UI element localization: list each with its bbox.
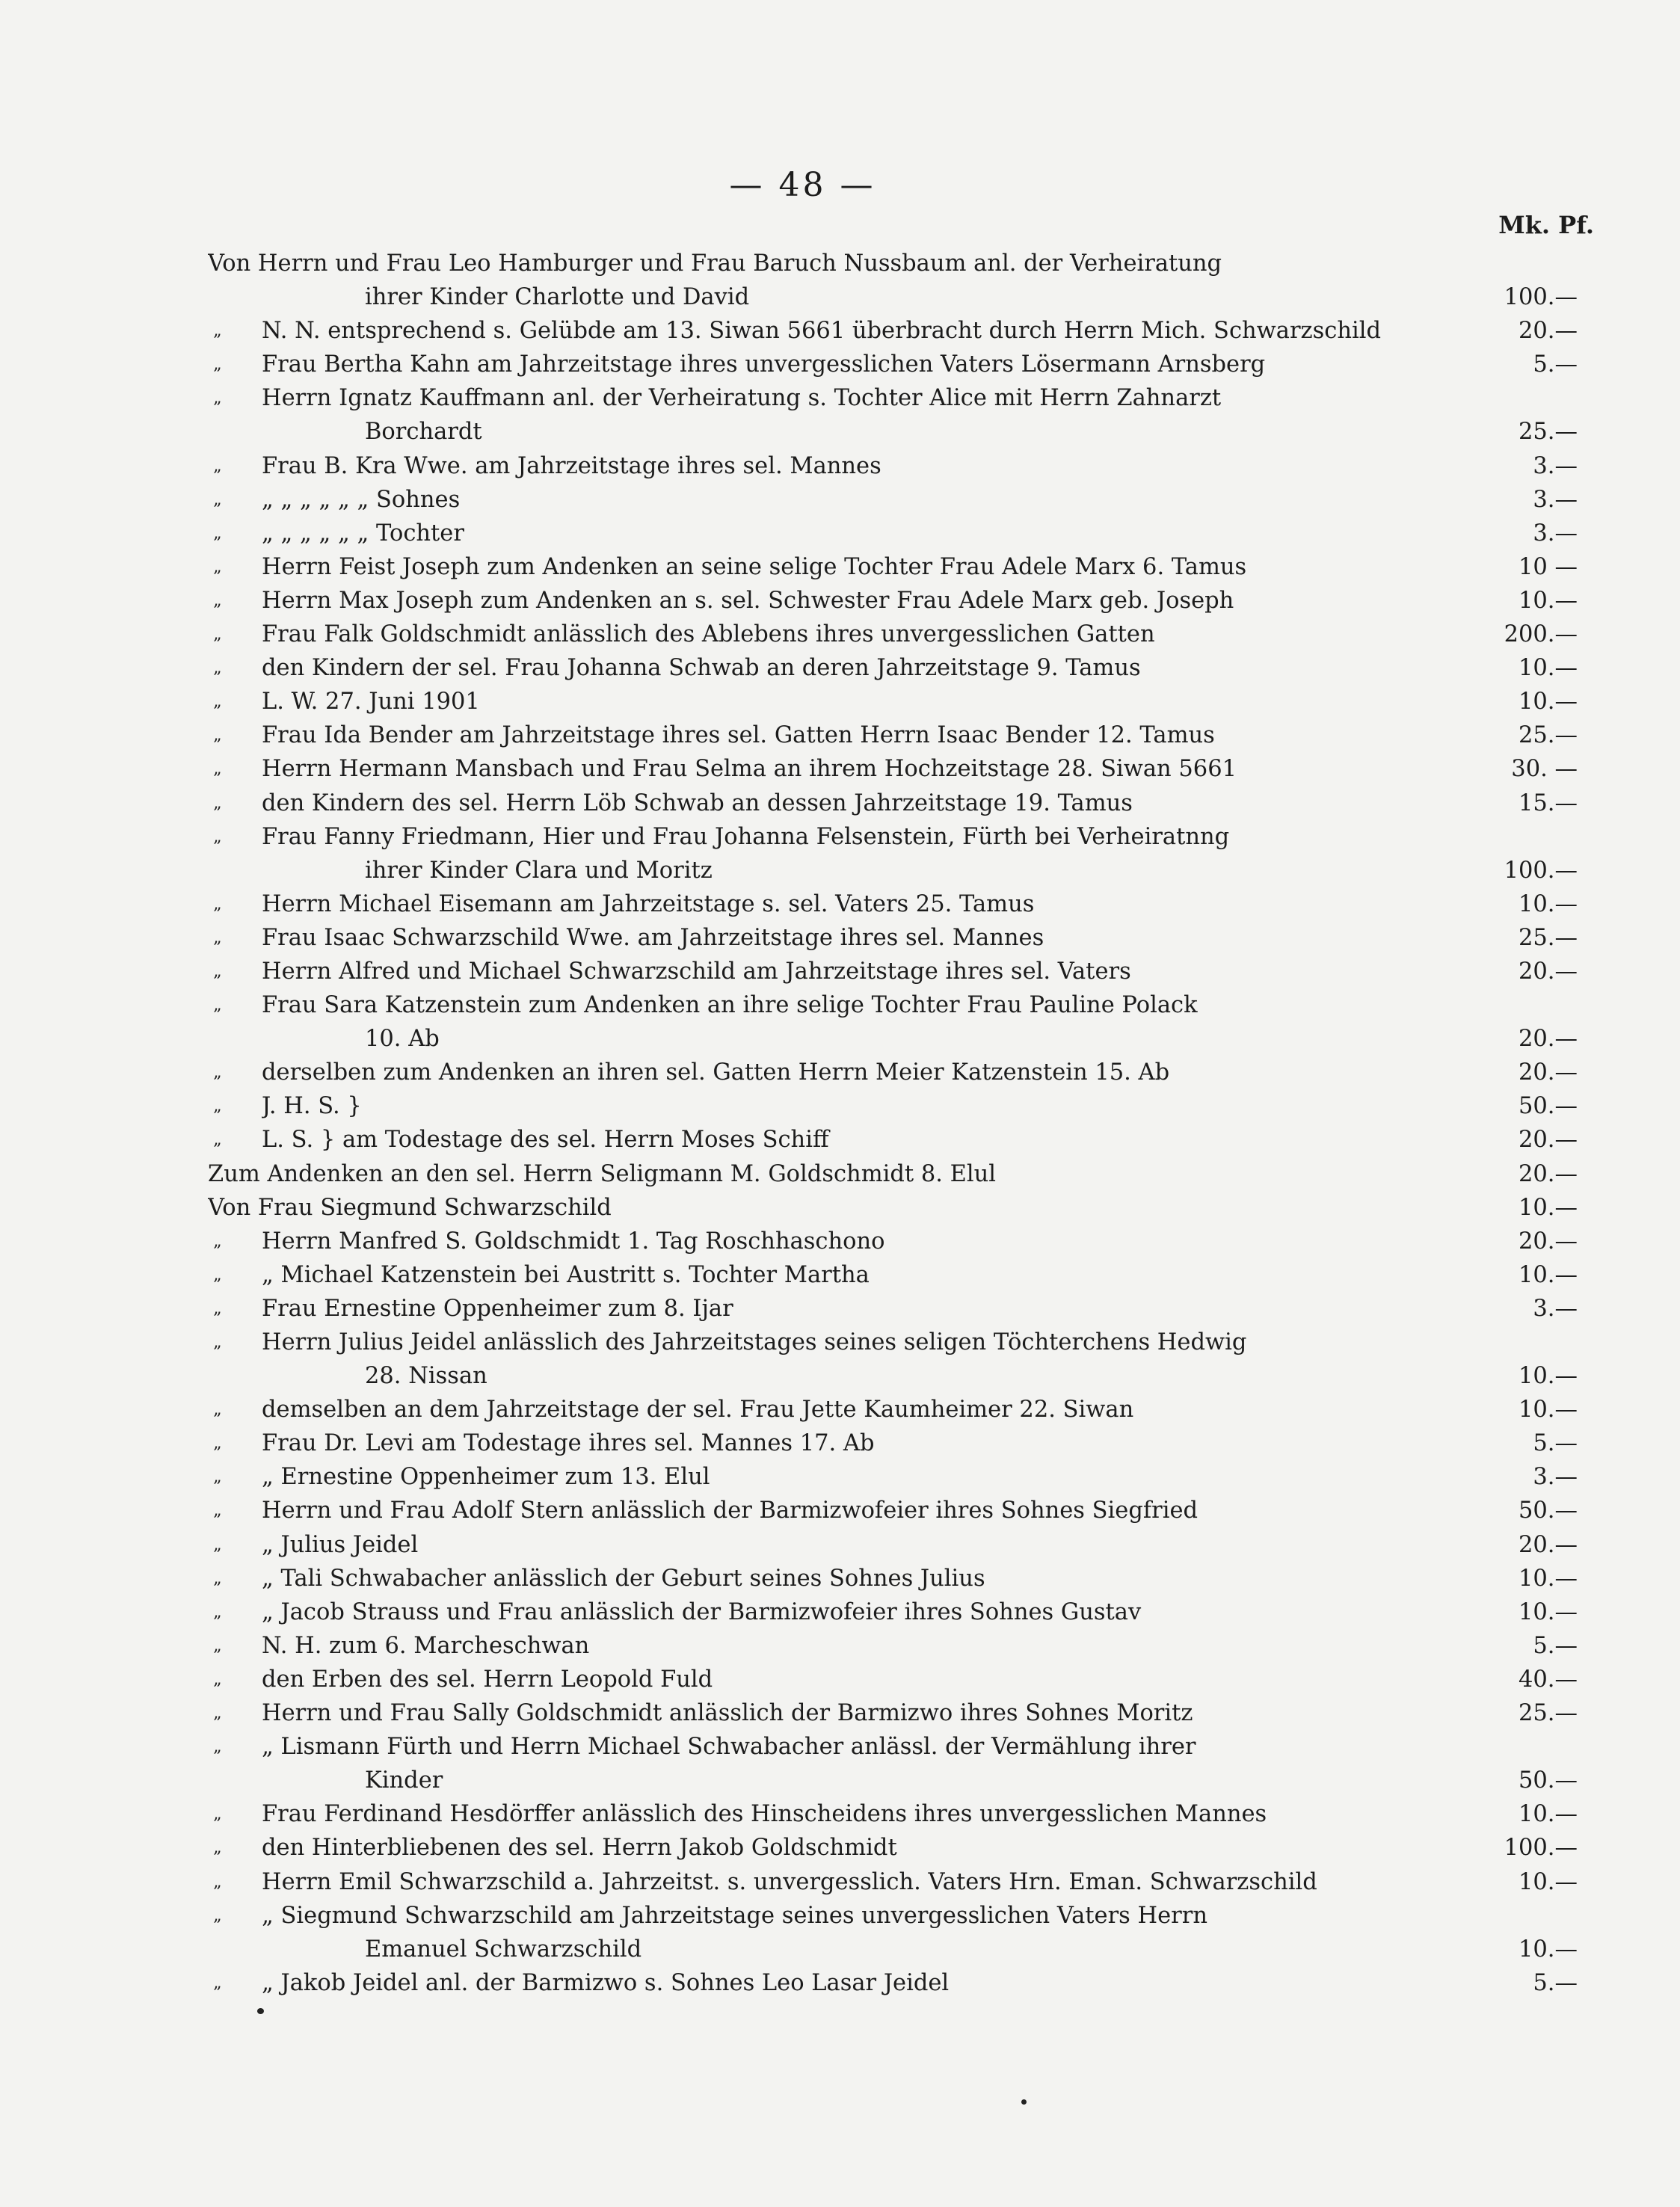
entry-line — [0, 483, 1680, 517]
entry-amount: 40.— — [1518, 1666, 1578, 1693]
donation-entry — [0, 988, 1680, 1056]
entry-line — [0, 1292, 1680, 1326]
donation-entry — [0, 887, 1680, 921]
entry-text: „ Jakob Jeidel anl. der Barmizwo s. Sohnes Leo Lasar Jeidel — [262, 1969, 950, 1996]
entry-amount: 100.— — [1504, 284, 1578, 311]
donation-entry — [0, 1460, 1680, 1494]
entry-text: N. N. entsprechend s. Gelübde am 13. Siwan 5661 überbracht durch Herrn Mich. Schwarzschild — [262, 318, 1382, 345]
donation-entry — [0, 449, 1680, 483]
entry-text: Von Frau Siegmund Schwarzschild — [208, 1194, 612, 1221]
entry-line — [0, 381, 1680, 415]
entry-amount: 20.— — [1518, 958, 1578, 985]
donation-entry — [0, 348, 1680, 381]
donation-entry — [0, 517, 1680, 550]
donation-entry — [0, 921, 1680, 955]
entry-amount: 3.— — [1533, 486, 1578, 513]
entry-text: „ Michael Katzenstein bei Austritt s. Tochter Martha — [262, 1261, 870, 1288]
ditto-mark: „ — [213, 659, 222, 678]
entry-amount: 25.— — [1518, 722, 1578, 749]
entry-amount: 10.— — [1518, 655, 1578, 682]
entry-text: den Erben des sel. Herrn Leopold Fuld — [262, 1666, 713, 1693]
ditto-mark: „ — [213, 1669, 222, 1689]
entry-line — [0, 1562, 1680, 1595]
entry-line — [0, 1460, 1680, 1494]
entry-line — [0, 854, 1680, 887]
entry-text: Herrn Ignatz Kauffmann anl. der Verheiratung s. Tochter Alice mit Herrn Zahnarzt — [262, 385, 1222, 412]
ditto-mark: „ — [213, 1434, 222, 1453]
entry-line — [0, 449, 1680, 483]
donation-entry — [0, 618, 1680, 651]
entry-line — [0, 517, 1680, 550]
entry-text: den Hinterbliebenen des sel. Herrn Jakob Goldschmidt — [262, 1835, 897, 1862]
entry-amount: 10.— — [1518, 1194, 1578, 1221]
entry-line — [0, 1056, 1680, 1089]
donation-entry — [0, 314, 1680, 348]
donation-entry — [0, 1191, 1680, 1225]
ditto-mark: „ — [213, 591, 222, 610]
entry-line — [0, 1157, 1680, 1191]
donation-entry — [0, 752, 1680, 786]
entry-text: Frau Isaac Schwarzschild Wwe. am Jahrzeitstage ihres sel. Mannes — [262, 924, 1044, 951]
entry-amount: 10.— — [1518, 587, 1578, 614]
entry-amount: 15.— — [1518, 789, 1578, 816]
entry-text: Herrn Manfred S. Goldschmidt 1. Tag Roschhaschono — [262, 1228, 885, 1255]
entry-line — [0, 1123, 1680, 1157]
entry-line — [0, 1865, 1680, 1899]
ditto-mark: „ — [213, 996, 222, 1015]
ditto-mark: „ — [213, 1265, 222, 1284]
donation-entry — [0, 550, 1680, 584]
ditto-mark: „ — [213, 1906, 222, 1925]
entry-line — [0, 887, 1680, 921]
ditto-mark: „ — [213, 1602, 222, 1622]
ink-spot — [1021, 2099, 1027, 2105]
entry-text: Herrn Emil Schwarzschild a. Jahrzeitst. s. unvergesslich. Vaters Hrn. Eman. Schwarzschild — [262, 1868, 1317, 1895]
ditto-mark: „ — [213, 1973, 222, 1992]
donation-list — [0, 247, 1680, 2000]
page-number: — 48 — — [729, 166, 876, 204]
entry-line — [0, 1933, 1680, 1966]
entry-line — [0, 618, 1680, 651]
entry-line — [0, 1730, 1680, 1764]
donation-entry — [0, 1528, 1680, 1562]
donation-entry — [0, 381, 1680, 449]
donation-entry — [0, 1258, 1680, 1292]
entry-amount: 20.— — [1518, 1531, 1578, 1558]
entry-text: Emanuel Schwarzschild — [365, 1936, 642, 1963]
donation-entry — [0, 1696, 1680, 1730]
entry-line — [0, 1426, 1680, 1460]
donation-entry — [0, 1663, 1680, 1696]
entry-amount: 20.— — [1518, 318, 1578, 345]
donation-entry — [0, 1966, 1680, 2000]
entry-amount: 20.— — [1518, 1160, 1578, 1187]
donation-entry — [0, 1326, 1680, 1393]
entry-line — [0, 685, 1680, 718]
entry-line — [0, 1966, 1680, 2000]
entry-text: ihrer Kinder Charlotte und David — [365, 284, 750, 311]
donation-entry — [0, 1865, 1680, 1899]
entry-amount: 10.— — [1518, 1565, 1578, 1592]
entry-text: „ Siegmund Schwarzschild am Jahrzeitstage seines unvergesslichen Vaters Herrn — [262, 1902, 1207, 1929]
entry-text: „ Jacob Strauss und Frau anlässlich der Barmizwofeier ihres Sohnes Gustav — [262, 1598, 1142, 1625]
entry-text: Herrn und Frau Adolf Stern anlässlich der Barmizwofeier ihres Sohnes Siegfried — [262, 1498, 1199, 1524]
entry-line — [0, 584, 1680, 618]
entry-amount: 50.— — [1518, 1767, 1578, 1794]
entry-line — [0, 1089, 1680, 1123]
entry-text: Frau Bertha Kahn am Jahrzeitstage ihres unvergesslichen Vaters Lösermann Arnsberg — [262, 351, 1266, 378]
entry-line — [0, 651, 1680, 685]
entry-line — [0, 1629, 1680, 1663]
entry-line — [0, 1393, 1680, 1426]
entry-line — [0, 247, 1680, 280]
entry-line — [0, 348, 1680, 381]
ditto-mark: „ — [213, 523, 222, 543]
entry-text: demselben an dem Jahrzeitstage der sel. Frau Jette Kaumheimer 22. Siwan — [262, 1397, 1134, 1423]
donation-entry — [0, 1225, 1680, 1258]
donation-entry — [0, 1123, 1680, 1157]
ditto-mark: „ — [213, 1231, 222, 1251]
entry-line — [0, 1191, 1680, 1225]
entry-amount: 10.— — [1518, 1397, 1578, 1423]
donation-entry — [0, 955, 1680, 988]
entry-line — [0, 1831, 1680, 1865]
donation-entry — [0, 584, 1680, 618]
entry-line — [0, 1258, 1680, 1292]
entry-amount: 5.— — [1533, 351, 1578, 378]
ditto-mark: „ — [213, 1097, 222, 1116]
donation-entry — [0, 820, 1680, 887]
ditto-mark: „ — [213, 1468, 222, 1487]
donation-entry — [0, 1056, 1680, 1089]
entry-text: N. H. zum 6. Marcheschwan — [262, 1632, 590, 1659]
donation-entry — [0, 247, 1680, 314]
donation-entry — [0, 1089, 1680, 1123]
entry-text: Borchardt — [365, 419, 482, 446]
entry-text: Herrn Michael Eisemann am Jahrzeitstage s. sel. Vaters 25. Tamus — [262, 890, 1035, 917]
ditto-mark: „ — [213, 1737, 222, 1757]
ditto-mark: „ — [213, 1535, 222, 1554]
entry-amount: 5.— — [1533, 1969, 1578, 1996]
ditto-mark: „ — [213, 1130, 222, 1150]
ditto-mark: „ — [213, 1872, 222, 1892]
entry-text: 28. Nissan — [365, 1363, 487, 1390]
entry-line — [0, 1494, 1680, 1527]
ditto-mark: „ — [213, 1636, 222, 1655]
entry-text: Frau Fanny Friedmann, Hier und Frau Johanna Felsenstein, Fürth bei Verheiratnng — [262, 823, 1230, 850]
entry-text: L. S. } am Todestage des sel. Herrn Moses Schiff — [262, 1127, 829, 1154]
donation-entry — [0, 483, 1680, 517]
entry-text: Frau Falk Goldschmidt anlässlich des Ablebens ihres unvergesslichen Gatten — [262, 621, 1155, 648]
donation-entry — [0, 1562, 1680, 1595]
entry-amount: 3.— — [1533, 520, 1578, 547]
entry-amount: 30. — — [1511, 756, 1578, 783]
ditto-mark: „ — [213, 1299, 222, 1318]
entry-amount: 20.— — [1518, 1059, 1578, 1086]
donation-entry — [0, 1831, 1680, 1865]
entry-amount: 10 — — [1518, 553, 1578, 580]
ditto-mark: „ — [213, 557, 222, 576]
entry-text: „ Julius Jeidel — [262, 1531, 419, 1558]
entry-line — [0, 1764, 1680, 1797]
entry-text: derselben zum Andenken an ihren sel. Gatten Herrn Meier Katzenstein 15. Ab — [262, 1059, 1170, 1086]
entry-text: Frau Ernestine Oppenheimer zum 8. Ijar — [262, 1295, 733, 1322]
entry-text: „ Ernestine Oppenheimer zum 13. Elul — [262, 1464, 710, 1491]
entry-line — [0, 1595, 1680, 1629]
entry-line — [0, 820, 1680, 854]
entry-line — [0, 787, 1680, 820]
entry-text: den Kindern der sel. Frau Johanna Schwab an deren Jahrzeitstage 9. Tamus — [262, 655, 1141, 682]
entry-text: Herrn und Frau Sally Goldschmidt anlässlich der Barmizwo ihres Sohnes Moritz — [262, 1700, 1193, 1727]
ditto-mark: „ — [213, 321, 222, 341]
entry-amount: 100.— — [1504, 857, 1578, 884]
entry-text: L. W. 27. Juni 1901 — [262, 689, 480, 715]
ditto-mark: „ — [213, 692, 222, 712]
entry-line — [0, 550, 1680, 584]
entry-line — [0, 1359, 1680, 1393]
ditto-mark: „ — [213, 827, 222, 846]
ditto-mark: „ — [213, 1333, 222, 1352]
entry-text: den Kindern des sel. Herrn Löb Schwab an dessen Jahrzeitstage 19. Tamus — [262, 789, 1133, 816]
entry-line — [0, 1696, 1680, 1730]
donation-entry — [0, 1730, 1680, 1797]
donation-entry — [0, 787, 1680, 820]
entry-text: J. H. S. } — [262, 1093, 362, 1120]
ditto-mark: „ — [213, 625, 222, 644]
entry-text: ihrer Kinder Clara und Moritz — [365, 857, 713, 884]
ditto-mark: „ — [213, 389, 222, 408]
entry-text: Frau Dr. Levi am Todestage ihres sel. Mannes 17. Ab — [262, 1430, 875, 1457]
entry-text: Herrn Alfred und Michael Schwarzschild am Jahrzeitstage ihres sel. Vaters — [262, 958, 1131, 985]
entry-line — [0, 1528, 1680, 1562]
ditto-mark: „ — [213, 961, 222, 981]
donation-entry — [0, 1899, 1680, 1966]
entry-amount: 10.— — [1518, 1936, 1578, 1963]
entry-text: Herrn Julius Jeidel anlässlich des Jahrzeitstages seines seligen Töchterchens Hedwig — [262, 1329, 1247, 1355]
entry-line — [0, 955, 1680, 988]
ditto-mark: „ — [213, 793, 222, 813]
ditto-mark: „ — [213, 355, 222, 375]
entry-amount: 100.— — [1504, 1835, 1578, 1862]
entry-text: 10. Ab — [365, 1026, 440, 1053]
entry-text: Frau Sara Katzenstein zum Andenken an ihre selige Tochter Frau Pauline Polack — [262, 992, 1198, 1019]
entry-line — [0, 415, 1680, 449]
entry-line — [0, 718, 1680, 752]
entry-amount: 50.— — [1518, 1498, 1578, 1524]
entry-text: Kinder — [365, 1767, 443, 1794]
donation-entry — [0, 1292, 1680, 1326]
donation-entry — [0, 718, 1680, 752]
entry-amount: 10.— — [1518, 1261, 1578, 1288]
entry-line — [0, 1899, 1680, 1933]
donation-entry — [0, 1629, 1680, 1663]
entry-amount: 3.— — [1533, 452, 1578, 479]
donation-entry — [0, 1797, 1680, 1831]
donation-entry — [0, 1595, 1680, 1629]
ditto-mark: „ — [213, 1063, 222, 1083]
ditto-mark: „ — [213, 1704, 222, 1723]
entry-text: „ „ „ „ „ „ Tochter — [262, 520, 464, 547]
entry-amount: 10.— — [1518, 689, 1578, 715]
entry-amount: 200.— — [1504, 621, 1578, 648]
ditto-mark: „ — [213, 928, 222, 947]
entry-line — [0, 1022, 1680, 1056]
entry-text: Von Herrn und Frau Leo Hamburger und Frau Baruch Nussbaum anl. der Verheiratung — [208, 250, 1222, 277]
ditto-mark: „ — [213, 760, 222, 779]
donation-entry — [0, 1494, 1680, 1527]
entry-text: Frau B. Kra Wwe. am Jahrzeitstage ihres sel. Mannes — [262, 452, 881, 479]
entry-text: Herrn Feist Joseph zum Andenken an seine selige Tochter Frau Adele Marx 6. Tamus — [262, 553, 1247, 580]
ditto-mark: „ — [213, 1805, 222, 1824]
entry-line — [0, 1326, 1680, 1359]
entry-amount: 20.— — [1518, 1127, 1578, 1154]
entry-text: Herrn Max Joseph zum Andenken an s. sel. Schwester Frau Adele Marx geb. Joseph — [262, 587, 1234, 614]
entry-line — [0, 752, 1680, 786]
entry-text: „ „ „ „ „ „ Sohnes — [262, 486, 461, 513]
ditto-mark: „ — [213, 1501, 222, 1521]
donation-entry — [0, 1393, 1680, 1426]
ditto-mark: „ — [213, 1400, 222, 1420]
entry-amount: 10.— — [1518, 890, 1578, 917]
amount-column-header: Mk. Pf. — [1498, 211, 1594, 239]
entry-amount: 50.— — [1518, 1093, 1578, 1120]
entry-line — [0, 1797, 1680, 1831]
entry-line — [0, 1663, 1680, 1696]
entry-line — [0, 1225, 1680, 1258]
ditto-mark: „ — [213, 490, 222, 509]
entry-text: Herrn Hermann Mansbach und Frau Selma an ihrem Hochzeitstage 28. Siwan 5661 — [262, 756, 1237, 783]
entry-line — [0, 280, 1680, 314]
ditto-mark: „ — [213, 1569, 222, 1588]
donation-entry — [0, 1157, 1680, 1191]
entry-amount: 10.— — [1518, 1868, 1578, 1895]
entry-amount: 10.— — [1518, 1598, 1578, 1625]
ditto-mark: „ — [213, 1838, 222, 1858]
entry-line — [0, 921, 1680, 955]
entry-amount: 20.— — [1518, 1026, 1578, 1053]
entry-amount: 5.— — [1533, 1430, 1578, 1457]
entry-text: „ Tali Schwabacher anlässlich der Geburt seines Sohnes Julius — [262, 1565, 985, 1592]
entry-text: Frau Ferdinand Hesdörffer anlässlich des Hinscheidens ihres unvergesslichen Mannes — [262, 1801, 1267, 1828]
ink-spot — [257, 2008, 264, 2014]
entry-amount: 3.— — [1533, 1295, 1578, 1322]
entry-amount: 20.— — [1518, 1228, 1578, 1255]
entry-line — [0, 988, 1680, 1022]
entry-amount: 10.— — [1518, 1801, 1578, 1828]
entry-amount: 5.— — [1533, 1632, 1578, 1659]
donation-entry — [0, 651, 1680, 685]
entry-amount: 25.— — [1518, 1700, 1578, 1727]
entry-line — [0, 314, 1680, 348]
ditto-mark: „ — [213, 456, 222, 475]
entry-text: „ Lismann Fürth und Herrn Michael Schwabacher anlässl. der Vermählung ihrer — [262, 1734, 1196, 1761]
entry-amount: 3.— — [1533, 1464, 1578, 1491]
donation-entry — [0, 685, 1680, 718]
entry-text: Zum Andenken an den sel. Herrn Seligmann M. Goldschmidt 8. Elul — [208, 1160, 997, 1187]
entry-amount: 10.— — [1518, 1363, 1578, 1390]
entry-text: Frau Ida Bender am Jahrzeitstage ihres sel. Gatten Herrn Isaac Bender 12. Tamus — [262, 722, 1215, 749]
ditto-mark: „ — [213, 894, 222, 914]
donation-entry — [0, 1426, 1680, 1460]
ditto-mark: „ — [213, 726, 222, 745]
entry-amount: 25.— — [1518, 924, 1578, 951]
entry-amount: 25.— — [1518, 419, 1578, 446]
